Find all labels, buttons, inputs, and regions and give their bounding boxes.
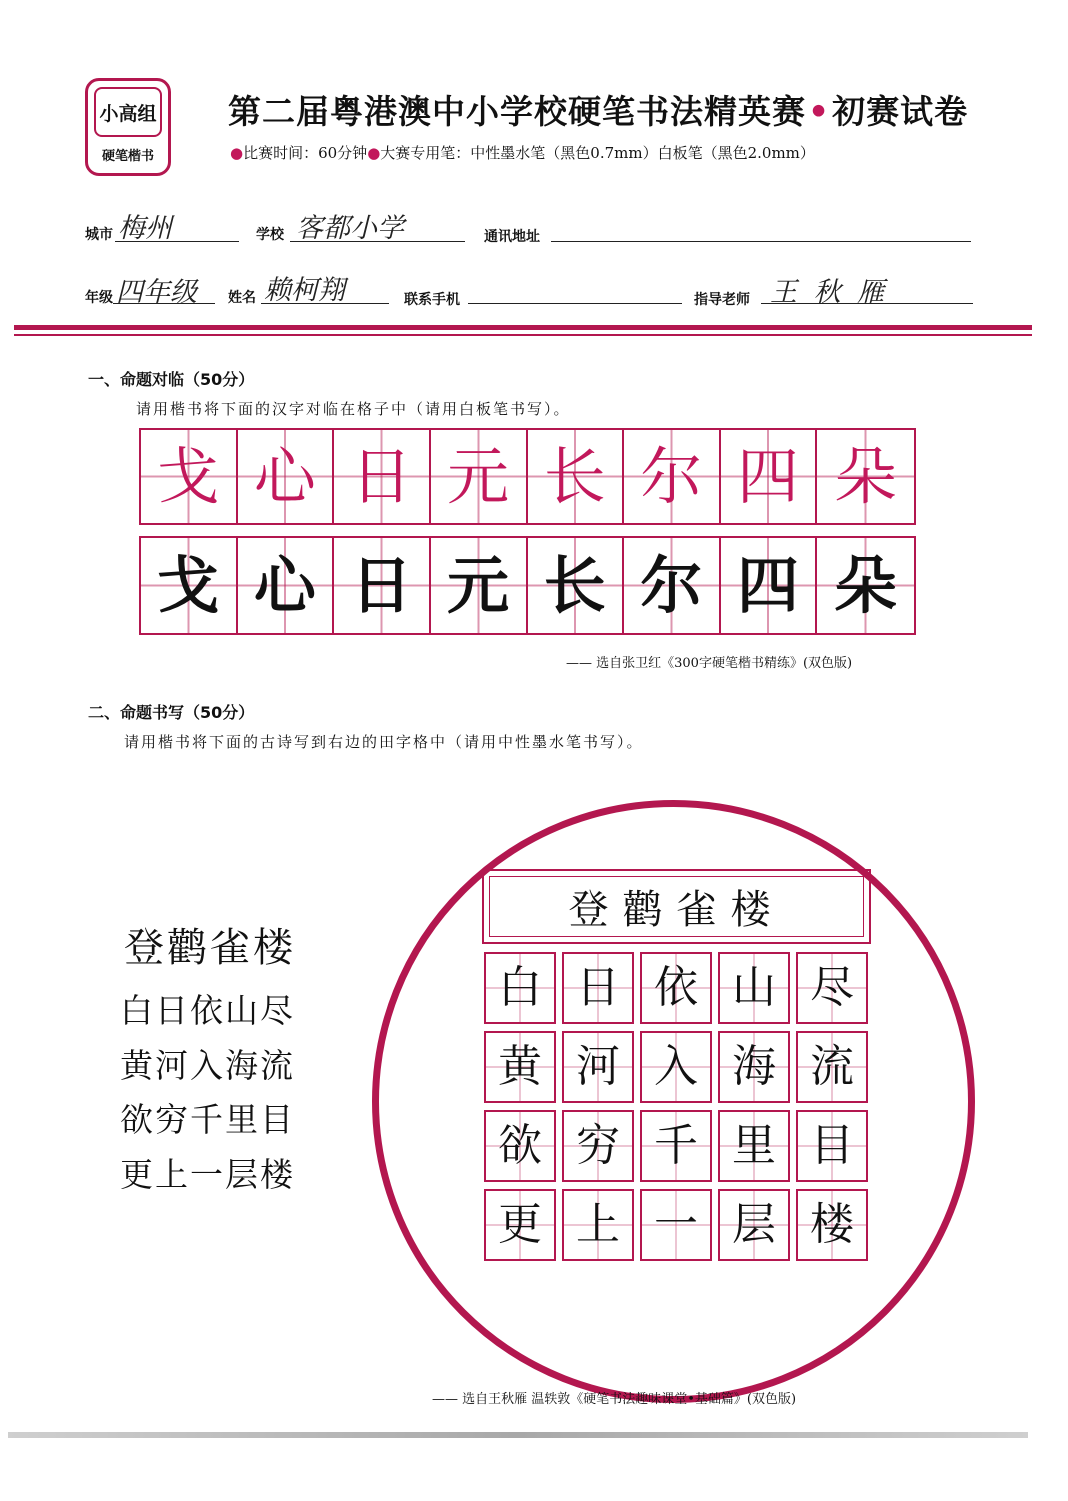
school-field[interactable]	[290, 241, 465, 242]
copy-cell[interactable]	[334, 538, 431, 633]
section2-instruction: 请用楷书将下面的古诗写到右边的田字格中（请用中性墨水笔书写）。	[124, 733, 644, 751]
model-cell	[334, 430, 431, 523]
page-title	[228, 86, 968, 133]
written-char: 层	[732, 1199, 776, 1250]
copy-cell[interactable]	[721, 538, 818, 633]
model-cell	[431, 430, 528, 523]
model-char: 尔	[640, 439, 703, 513]
copy-char: 朵	[834, 548, 897, 622]
tianzige-cell[interactable]	[718, 1110, 790, 1182]
tianzige-cell[interactable]	[796, 1031, 868, 1103]
written-char: 更	[498, 1199, 542, 1250]
written-char: 千	[654, 1120, 698, 1171]
name-label: 姓名	[228, 290, 256, 306]
model-char: 朵	[834, 439, 897, 513]
copy-cell[interactable]	[431, 538, 528, 633]
copy-char: 日	[350, 548, 413, 622]
written-title: 登鹳雀楼	[489, 876, 864, 937]
model-char: 戈	[157, 439, 220, 513]
written-char: 黄	[498, 1041, 542, 1092]
copy-cell[interactable]	[528, 538, 625, 633]
tianzige-cell[interactable]	[484, 1189, 556, 1261]
poem-line: 欲穷千里目	[120, 1100, 295, 1139]
tianzige-cell[interactable]	[640, 952, 712, 1024]
title-tail: 初赛试卷	[832, 92, 969, 131]
badge-style-label: 硬笔楷书	[101, 148, 154, 164]
header-divider-thin	[14, 334, 1032, 336]
teacher-label: 指导老师	[694, 292, 750, 308]
section2-credit: —— 选自王秋雁 温轶敦《硬笔书法趣味课堂•基础篇》(双色版)	[432, 1392, 797, 1407]
phone-field[interactable]	[468, 303, 682, 304]
section1-credit: —— 选自张卫红《300字硬笔楷书精练》(双色版)	[566, 656, 853, 671]
model-cell	[141, 430, 238, 523]
exam-pen: 大赛专用笔：中性墨水笔（黑色0.7mm）白板笔（黑色2.0mm）	[380, 144, 815, 162]
model-char: 日	[350, 439, 413, 513]
copy-cell[interactable]	[238, 538, 335, 633]
exam-subtitle	[230, 142, 815, 163]
copy-char: 心	[253, 548, 316, 622]
exam-time: 比赛时间：60分钟	[243, 144, 368, 162]
written-char: 依	[654, 962, 698, 1013]
poem-title: 登鹳雀楼	[124, 925, 296, 971]
tianzige-cell[interactable]	[562, 1189, 634, 1261]
model-char: 四	[737, 439, 800, 513]
tianzige-cell[interactable]	[484, 952, 556, 1024]
copy-char: 尔	[640, 548, 703, 622]
written-char: 入	[654, 1041, 698, 1092]
written-char: 白	[498, 962, 542, 1013]
title-main: 第二届粤港澳中小学校硬笔书法精英赛	[228, 92, 806, 131]
city-label: 城市	[85, 227, 113, 243]
teacher-value[interactable]: 王 秋 雁	[770, 277, 889, 308]
city-value[interactable]: 梅州	[118, 213, 172, 244]
bullet-icon: ●	[230, 144, 244, 162]
copy-char: 元	[447, 548, 510, 622]
model-cell	[624, 430, 721, 523]
tianzige-cell[interactable]	[718, 1189, 790, 1261]
written-title-box[interactable]	[482, 869, 871, 944]
address-field[interactable]	[551, 241, 971, 242]
written-char: 一	[654, 1199, 698, 1250]
written-char: 上	[576, 1199, 620, 1250]
phone-label: 联系手机	[404, 292, 460, 308]
school-label: 学校	[256, 227, 284, 243]
name-value[interactable]: 赖柯翔	[264, 275, 345, 306]
copy-grid[interactable]	[139, 536, 916, 635]
header-divider	[14, 325, 1032, 330]
written-char: 流	[810, 1041, 854, 1092]
section2-heading: 二、命题书写（50分）	[88, 703, 255, 722]
name-field[interactable]	[261, 303, 389, 304]
tianzige-cell[interactable]	[484, 1110, 556, 1182]
tianzige-cell[interactable]	[484, 1031, 556, 1103]
tianzige-cell[interactable]	[562, 952, 634, 1024]
written-char: 河	[576, 1041, 620, 1092]
model-char: 心	[253, 439, 316, 513]
tianzige-cell[interactable]	[640, 1031, 712, 1103]
tianzige-cell[interactable]	[718, 952, 790, 1024]
tianzige-cell[interactable]	[562, 1110, 634, 1182]
model-cell	[721, 430, 818, 523]
group-badge	[85, 78, 171, 176]
tianzige-cell[interactable]	[718, 1031, 790, 1103]
bullet-icon: ●	[367, 144, 381, 162]
poem-line: 白日依山尽	[120, 991, 295, 1030]
section1-instruction: 请用楷书将下面的汉字对临在格子中（请用白板笔书写）。	[136, 400, 571, 418]
badge-group-label: 小高组	[94, 87, 162, 137]
model-char: 长	[543, 439, 606, 513]
address-label: 通讯地址	[484, 229, 540, 245]
tianzige-cell[interactable]	[796, 1110, 868, 1182]
section1-heading: 一、命题对临（50分）	[88, 370, 255, 389]
written-char: 楼	[810, 1199, 854, 1250]
copy-char: 四	[737, 548, 800, 622]
written-char: 目	[810, 1120, 854, 1171]
tianzige-cell[interactable]	[796, 952, 868, 1024]
poem-line: 黄河入海流	[120, 1046, 295, 1085]
copy-cell[interactable]	[817, 538, 914, 633]
written-char: 山	[732, 962, 776, 1013]
grade-label: 年级	[85, 290, 113, 306]
model-cell	[528, 430, 625, 523]
teacher-field[interactable]	[761, 303, 973, 304]
model-cell	[817, 430, 914, 523]
school-value[interactable]: 客都小学	[296, 213, 404, 244]
copy-char: 戈	[157, 548, 220, 622]
copy-cell[interactable]	[141, 538, 238, 633]
copy-cell[interactable]	[624, 538, 721, 633]
tianzige-cell[interactable]	[796, 1189, 868, 1261]
model-char: 元	[447, 439, 510, 513]
poem-line: 更上一层楼	[120, 1155, 295, 1194]
footer-divider	[8, 1432, 1028, 1438]
written-char: 尽	[810, 962, 854, 1013]
title-dot: •	[808, 92, 831, 131]
written-char: 海	[732, 1041, 776, 1092]
model-cell	[238, 430, 335, 523]
written-char: 穷	[576, 1120, 620, 1171]
grade-field[interactable]	[113, 303, 215, 304]
copy-char: 长	[543, 548, 606, 622]
grade-value[interactable]: 四年级	[116, 277, 197, 308]
written-char: 欲	[498, 1120, 542, 1171]
city-field[interactable]	[115, 241, 239, 242]
tianzige-cell[interactable]	[640, 1189, 712, 1261]
tianzige-cell[interactable]	[640, 1110, 712, 1182]
tianzige-cell[interactable]	[562, 1031, 634, 1103]
written-char: 里	[732, 1120, 776, 1171]
written-char: 日	[576, 962, 620, 1013]
model-grid	[139, 428, 916, 525]
